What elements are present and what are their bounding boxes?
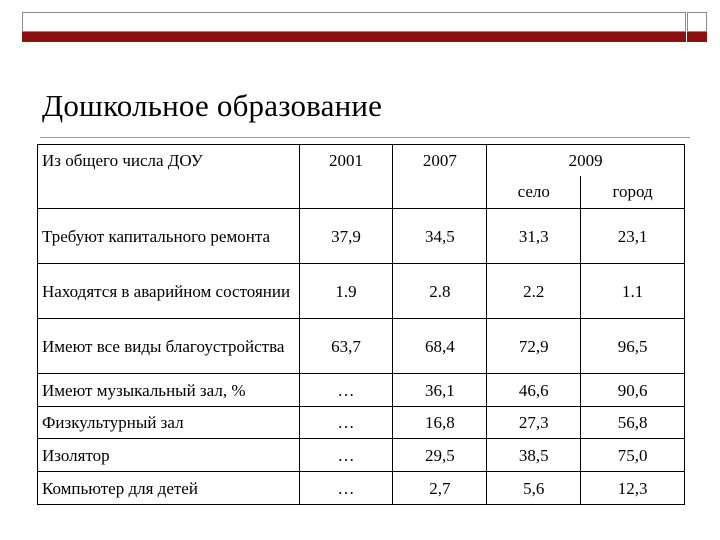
header-year-2001: 2001 [299, 145, 393, 209]
row-label: Имеют все виды благоустройства [38, 319, 300, 374]
slide-title: Дошкольное образование [42, 88, 383, 123]
cell-selo: 5,6 [487, 472, 581, 505]
cell-gorod: 1.1 [581, 264, 685, 319]
cell-2001: 63,7 [299, 319, 393, 374]
header-year-2009: 2009 [487, 145, 685, 176]
header-year-2007: 2007 [393, 145, 487, 209]
header-decoration-square-outline [687, 12, 707, 32]
cell-gorod: 12,3 [581, 472, 685, 505]
title-divider [40, 137, 690, 138]
row-label: Требуют капитального ремонта [38, 209, 300, 264]
row-label: Физкультурный зал [38, 407, 300, 439]
subheader-gorod: город [581, 176, 685, 209]
table-row [38, 407, 685, 439]
cell-2007: 36,1 [393, 374, 487, 407]
cell-2007: 29,5 [393, 439, 487, 472]
header-decoration-square [687, 32, 707, 42]
statistics-table [37, 144, 685, 505]
row-label: Компьютер для детей [38, 472, 300, 505]
cell-2001: … [299, 407, 393, 439]
cell-2007: 2.8 [393, 264, 487, 319]
cell-gorod: 96,5 [581, 319, 685, 374]
header-row [38, 145, 685, 176]
table-row [38, 319, 685, 374]
table-row [38, 439, 685, 472]
cell-selo: 38,5 [487, 439, 581, 472]
cell-gorod: 75,0 [581, 439, 685, 472]
cell-2007: 34,5 [393, 209, 487, 264]
row-label: Имеют музыкальный зал, % [38, 374, 300, 407]
cell-gorod: 90,6 [581, 374, 685, 407]
cell-selo: 31,3 [487, 209, 581, 264]
cell-gorod: 23,1 [581, 209, 685, 264]
cell-2007: 2,7 [393, 472, 487, 505]
table-row [38, 374, 685, 407]
cell-2001: … [299, 472, 393, 505]
subheader-selo: село [487, 176, 581, 209]
cell-2007: 68,4 [393, 319, 487, 374]
header-category: Из общего числа ДОУ [38, 145, 300, 209]
cell-gorod: 56,8 [581, 407, 685, 439]
cell-selo: 2.2 [487, 264, 581, 319]
cell-2001: … [299, 439, 393, 472]
cell-2001: 37,9 [299, 209, 393, 264]
table-row [38, 472, 685, 505]
cell-selo: 46,6 [487, 374, 581, 407]
table-row [38, 209, 685, 264]
cell-selo: 27,3 [487, 407, 581, 439]
table-row [38, 264, 685, 319]
cell-2001: … [299, 374, 393, 407]
row-label: Находятся в аварийном состоянии [38, 264, 300, 319]
cell-2007: 16,8 [393, 407, 487, 439]
cell-2001: 1.9 [299, 264, 393, 319]
cell-selo: 72,9 [487, 319, 581, 374]
row-label: Изолятор [38, 439, 300, 472]
header-decoration-outline [22, 12, 686, 32]
header-decoration-bar [22, 32, 686, 42]
